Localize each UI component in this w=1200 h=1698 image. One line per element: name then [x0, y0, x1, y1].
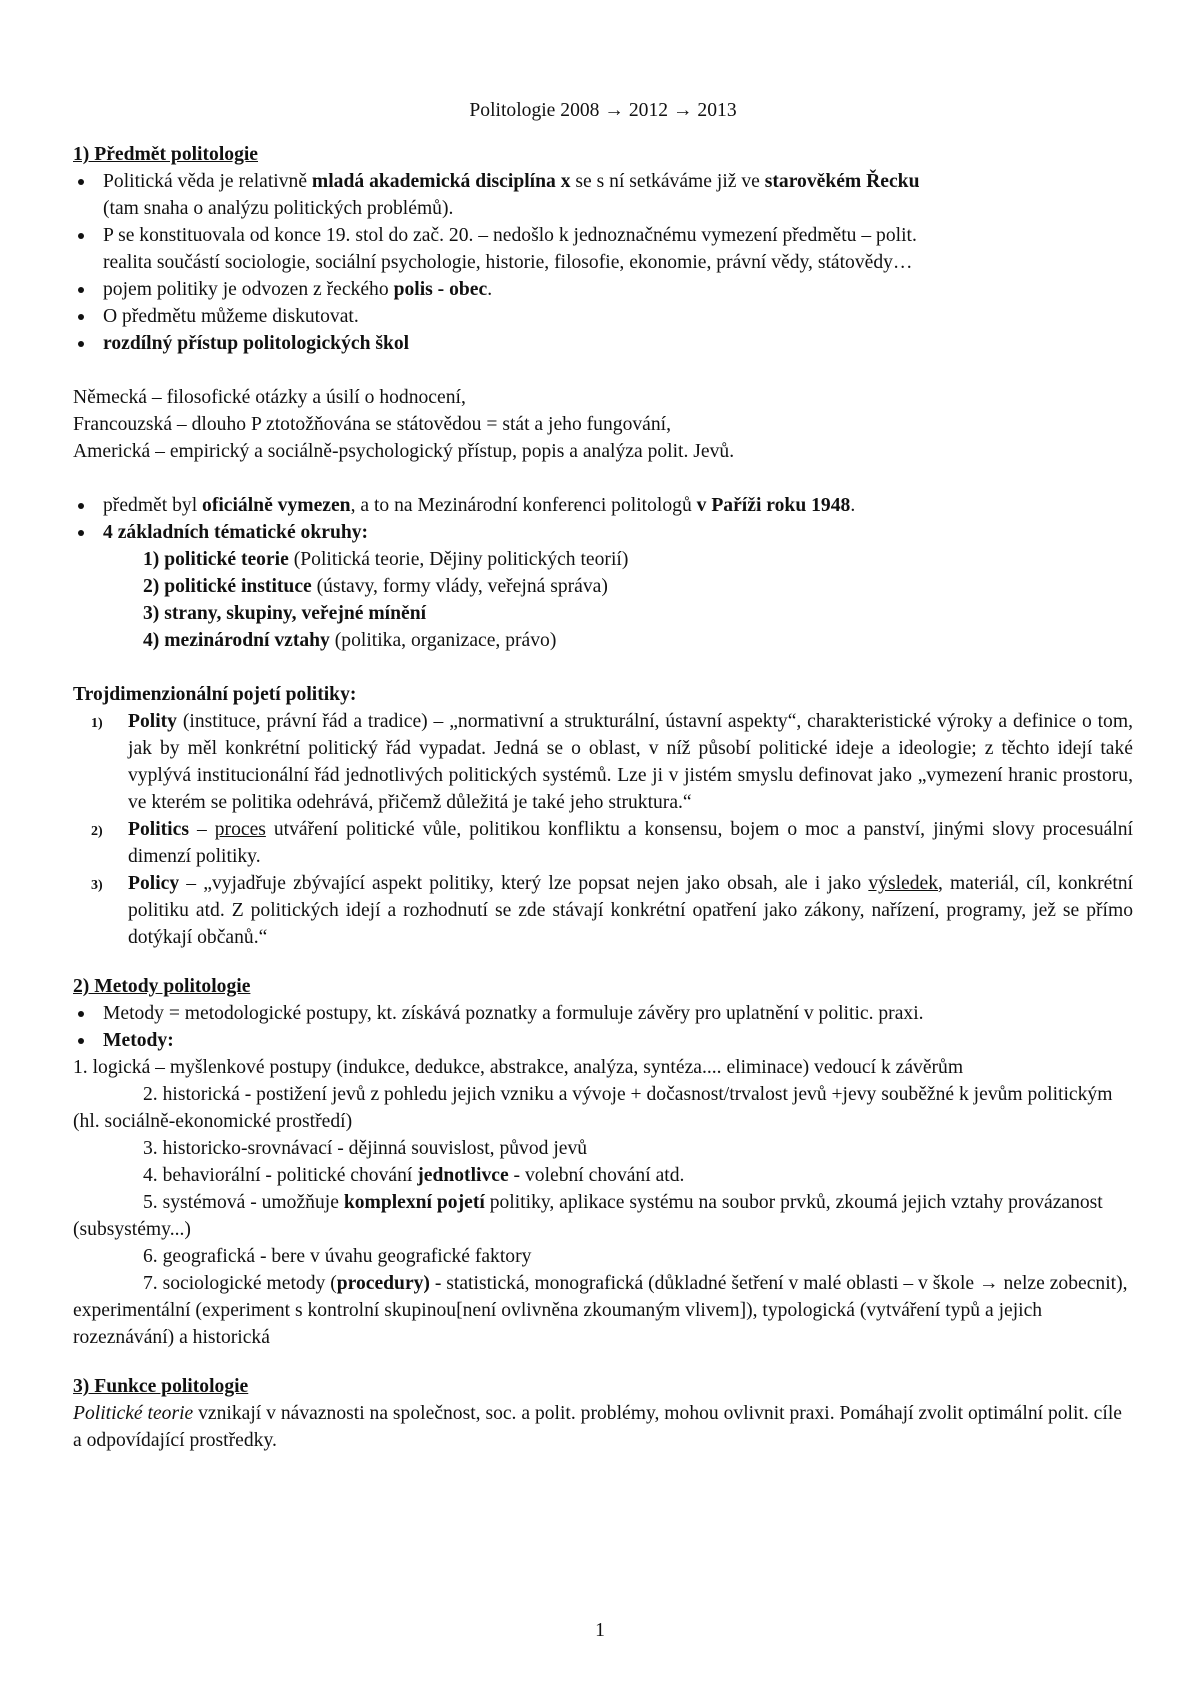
tri-list — [73, 708, 1133, 951]
topic-item: 3) strany, skupiny, veřejné mínění — [143, 603, 427, 624]
method-item: 5. systémová - umožňuje komplexní pojetí politiky, aplikace systému na soubor prvků, zkoumá jejich vztahy provázanost (subsystémy...) — [73, 1192, 1103, 1240]
list-item: P se konstituovala od konce 19. stol do zač. 20. – nedošlo k jednoznačnému vymezení předmětu – polit. realita součástí sociologie, sociální psychologie, historie, filosofie, ekonomie, právní vědy, státovědy… — [73, 222, 1133, 276]
method-item: 7. sociologické metody (procedury) - statistická, monografická (důkladné šetření v malé oblasti – v škole → nelze zobecnit), experimentální (experiment s kontrolní skupinou[není ovlivněna zkoumaným vlivem]), typologická (vytváření typů a jejich rozeznávání) a historická — [73, 1273, 1128, 1348]
list-item: pojem politiky je odvozen z řeckého polis - obec. — [73, 276, 1133, 303]
method-item: 6. geografická - bere v úvahu geografické faktory — [143, 1246, 532, 1267]
page-number: 1 — [595, 1620, 605, 1641]
list-item: Metody: — [73, 1027, 1133, 1054]
method-item: 2. historická - postižení jevů z pohledu jejich vzniku a vývoje + dočasnost/trvalost jevů +jevy souběžné k jevům politickým (hl. sociálně-ekonomické prostředí) — [73, 1084, 1113, 1132]
school-line: Americká – empirický a sociálně-psychologický přístup, popis a analýza polit. Jevů. — [73, 441, 735, 462]
school-line: Německá – filosofické otázky a úsilí o hodnocení, — [73, 387, 466, 408]
list-item: O předmětu můžeme diskutovat. — [73, 303, 1133, 330]
topic-item: 4) mezinárodní vztahy (politika, organizace, právo) — [143, 630, 557, 651]
section-1-heading: 1) Předmět politologie — [73, 144, 259, 165]
section-1-bullets — [73, 168, 1133, 357]
list-item: 4 základních tématické okruhy: — [73, 519, 1133, 546]
list-item: 1) Polity (instituce, právní řád a tradice) – „normativní a strukturální, ústavní aspekty“, charakteristické výroky a definice o tom, jak by měl konkrétní politický řád vypadat. Jedná se o oblast, v níž působí politické ideje a ideologie; z těchto idejí také vyplývá institucionální řád jednotlivých politických systémů. Lze ji v jistém smyslu definovat jako „vymezení hranic prostoru, ve kterém se politika odehrává, přičemž důležitá je také jeho struktura.“ — [91, 711, 1133, 813]
topics-list — [73, 546, 1133, 654]
section-3-heading: 3) Funkce politologie — [73, 1376, 249, 1397]
list-item: Metody = metodologické postupy, kt. získává poznatky a formuluje závěry pro uplatnění v politic. praxi. — [73, 1000, 1133, 1027]
method-item: 1. logická – myšlenkové postupy (indukce, dedukce, abstrakce, analýza, syntéza.... eliminace) vedoucí k závěrům — [73, 1057, 964, 1078]
list-item: předmět byl oficiálně vymezen, a to na Mezinárodní konferenci politologů v Paříži roku 1948. — [73, 492, 1133, 519]
list-item: rozdílný přístup politologických škol — [73, 330, 1133, 357]
method-item: 4. behaviorální - politické chování jednotlivce - volební chování atd. — [143, 1165, 685, 1186]
page-content — [73, 97, 1133, 1454]
section-2-bullets — [73, 1000, 1133, 1054]
section-3-paragraph: Politické teorie vznikají v návaznosti na společnost, soc. a polit. problémy, mohou ovlivnit praxi. Pomáhají zvolit optimální polit. cíle a odpovídající prostředky. — [73, 1403, 1122, 1451]
topic-item: 1) politické teorie (Politická teorie, Dějiny politických teorií) — [143, 549, 629, 570]
section-2-heading: 2) Metody politologie — [73, 976, 251, 997]
list-item: Politická věda je relativně mladá akademická disciplína x se s ní setkáváme již ve starověkém Řecku (tam snaha o analýzu politických problémů). — [73, 168, 1133, 222]
method-item: 3. historicko-srovnávací - dějinná souvislost, původ jevů — [143, 1138, 588, 1159]
document-title: Politologie 2008 → 2012 → 2013 — [469, 100, 737, 121]
topic-item: 2) politické instituce (ústavy, formy vlády, veřejná správa) — [143, 576, 608, 597]
schools-list — [73, 384, 1133, 465]
school-line: Francouzská – dlouho P ztotožňována se státovědou = stát a jeho fungování, — [73, 414, 672, 435]
tri-heading: Trojdimenzionální pojetí politiky: — [73, 684, 357, 705]
list-item: 3) Policy – „vyjadřuje zbývající aspekt politiky, který lze popsat nejen jako obsah, ale i jako výsledek, materiál, cíl, konkrétní politiku atd. Z politických idejí a rozhodnutí se zde stávají konkrétní opatření jako zákony, nařízení, programy, jež se přímo dotýkají občanů.“ — [91, 873, 1133, 948]
section-1-bullets-2 — [73, 492, 1133, 546]
list-item: 2) Politics – proces utváření politické vůle, politikou konfliktu a konsensu, bojem o moc a panství, jinými slovy procesuální dimenzí politiky. — [91, 819, 1133, 867]
